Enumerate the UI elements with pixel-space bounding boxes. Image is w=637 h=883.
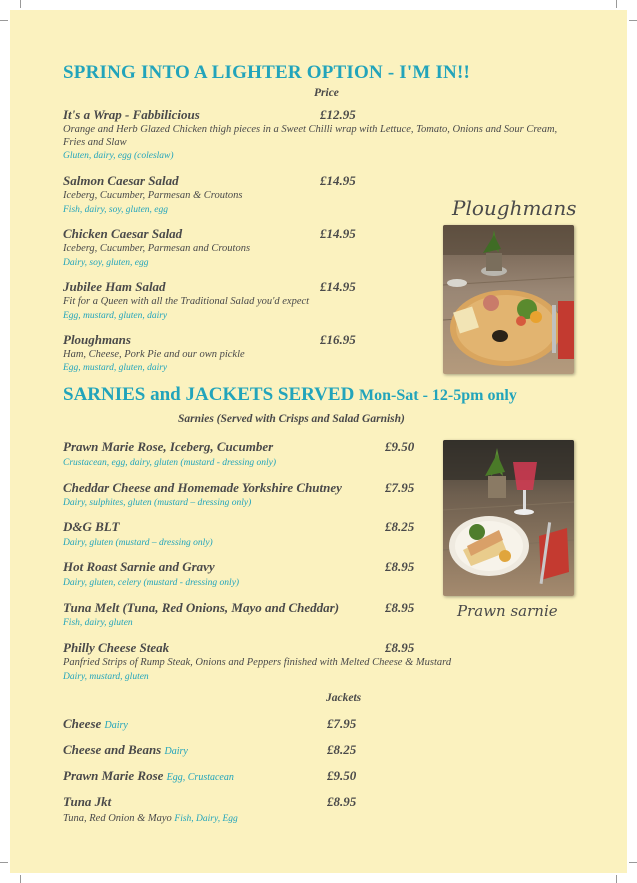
item-name (63, 742, 188, 758)
item-name (63, 768, 234, 784)
item-name: Jubilee Ham Salad (63, 279, 166, 294)
crop-mark (616, 875, 617, 883)
item-description: Iceberg, Cucumber, Parmesan & Croutons (63, 190, 243, 201)
item-name: Philly Cheese Steak (63, 640, 170, 655)
item-name: Prawn Marie Rose, Iceberg, Cucumber (63, 439, 274, 454)
item-description: Panfried Strips of Rump Steak, Onions and Peppers finished with Melted Cheese & Mustard (63, 657, 452, 668)
item-allergens: Dairy (164, 746, 188, 757)
item-name: It's a Wrap - Fabbilicious (63, 107, 200, 122)
price-column-header: Price (314, 87, 339, 99)
item-allergens: Egg, mustard, gluten, dairy (63, 311, 168, 321)
item-description (63, 812, 238, 826)
crop-mark (629, 862, 637, 863)
sarnies-header: Sarnies (Served with Crisps and Salad Garnish) (178, 413, 405, 425)
photo-caption-prawn-sarnie: Prawn sarnie (457, 602, 558, 620)
item-price: £8.95 (327, 794, 357, 809)
item-allergens: Dairy, soy, gluten, egg (63, 258, 149, 268)
item-allergens: Fish, dairy, gluten (63, 618, 133, 628)
item-allergens: Dairy, gluten, celery (mustard - dressing only) (63, 578, 240, 588)
jacket-name: Prawn Marie Rose (63, 768, 164, 783)
item-price: £8.95 (385, 559, 415, 574)
item-name: Cheddar Cheese and Homemade Yorkshire Chutney (63, 480, 342, 495)
item-name: Tuna Melt (Tuna, Red Onions, Mayo and Cheddar) (63, 600, 340, 615)
crop-mark (0, 20, 8, 21)
item-name: Chicken Caesar Salad (63, 226, 183, 241)
item-price: £7.95 (327, 716, 357, 731)
section-heading-sarnies-jackets (63, 384, 517, 406)
item-name: Hot Roast Sarnie and Gravy (63, 559, 215, 574)
crop-mark (20, 875, 21, 883)
item-price: £8.25 (327, 742, 357, 757)
item-name: D&G BLT (63, 519, 120, 534)
item-price: £8.95 (385, 640, 415, 655)
item-price: £14.95 (320, 173, 356, 188)
crop-mark (20, 0, 21, 8)
crop-mark (629, 20, 637, 21)
jacket-name: Cheese and Beans (63, 742, 162, 757)
item-price: £8.95 (385, 600, 415, 615)
item-allergens: Fish, dairy, soy, gluten, egg (63, 205, 169, 215)
item-allergens: Dairy (104, 720, 128, 731)
heading-main: SARNIES and JACKETS SERVED (63, 384, 355, 405)
heading-sub: Mon-Sat - 12-5pm only (359, 387, 517, 404)
item-allergens: Dairy, gluten (mustard – dressing only) (63, 538, 213, 548)
item-price: £8.25 (385, 519, 415, 534)
item-price: £7.95 (385, 480, 415, 495)
item-price: £12.95 (320, 107, 356, 122)
item-description: Iceberg, Cucumber, Parmesan and Croutons (63, 243, 251, 254)
ploughmans-image (443, 225, 574, 374)
prawn-sarnie-image (443, 440, 574, 596)
crop-mark (616, 0, 617, 8)
ploughmans-photo (443, 225, 574, 374)
item-allergens: Dairy, mustard, gluten (63, 672, 149, 682)
item-price: £9.50 (385, 439, 415, 454)
jacket-description: Tuna, Red Onion & Mayo (63, 813, 172, 824)
item-allergens: Gluten, dairy, egg (coleslaw) (63, 151, 174, 161)
item-allergens: Fish, Dairy, Egg (174, 814, 238, 824)
item-description: Ham, Cheese, Pork Pie and our own pickle (63, 349, 245, 360)
prawn-sarnie-photo (443, 440, 574, 596)
item-allergens: Crustacean, egg, dairy, gluten (mustard - dressing only) (63, 458, 277, 468)
item-price: £16.95 (320, 332, 356, 347)
item-name: Ploughmans (63, 332, 131, 347)
section-heading-lighter: SPRING INTO A LIGHTER OPTION - I'M IN!! (63, 62, 471, 83)
item-allergens: Egg, mustard, gluten, dairy (63, 363, 168, 373)
item-name: Salmon Caesar Salad (63, 173, 179, 188)
crop-mark (0, 862, 8, 863)
jackets-header: Jackets (326, 692, 362, 704)
item-name: Tuna Jkt (63, 794, 112, 809)
item-price: £14.95 (320, 279, 356, 294)
item-allergens: Dairy, sulphites, gluten (mustard – dressing only) (63, 498, 252, 508)
item-name (63, 716, 128, 732)
item-description: Fit for a Queen with all the Traditional Salad you'd expect (63, 296, 310, 307)
jacket-name: Cheese (63, 716, 102, 731)
item-allergens: Egg, Crustacean (166, 772, 234, 783)
item-description: Orange and Herb Glazed Chicken thigh pieces in a Sweet Chilli wrap with Lettuce, Tomato, Onions and Sour Cream, Fries and Slaw (63, 124, 558, 148)
item-price: £14.95 (320, 226, 356, 241)
item-price: £9.50 (327, 768, 357, 783)
photo-caption-ploughmans: Ploughmans (452, 196, 577, 220)
